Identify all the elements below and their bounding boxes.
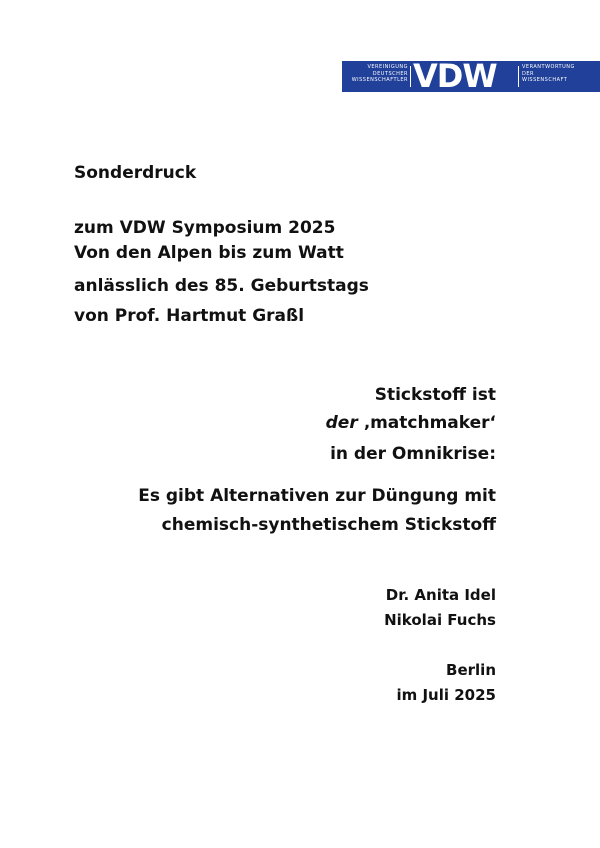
date: im Juli 2025 — [396, 686, 496, 704]
title-matchmaker: ‚matchmaker‘ — [357, 413, 496, 433]
subtitle-line-1: Es gibt Alternativen zur Düngung mit — [138, 486, 496, 506]
event-line-4: von Prof. Hartmut Graßl — [74, 306, 305, 326]
logo-left-text: VEREINIGUNG DEUTSCHER WISSENSCHAFTLER — [351, 64, 408, 83]
title-line-3: in der Omnikrise: — [330, 444, 496, 464]
title-italic-word: der — [325, 413, 358, 433]
author-2: Nikolai Fuchs — [384, 611, 496, 629]
sonderdruck-heading: Sonderdruck — [74, 163, 197, 183]
author-1: Dr. Anita Idel — [385, 586, 496, 604]
logo-vdw-letters: VDW — [413, 57, 497, 95]
subtitle-line-2: chemisch-synthetischem Stickstoff — [161, 515, 496, 535]
event-line-1: zum VDW Symposium 2025 — [74, 218, 336, 238]
logo-divider-left — [410, 66, 411, 87]
logo-right-text: VERANTWORTUNG DER WISSENSCHAFT — [522, 64, 575, 83]
event-line-2: Von den Alpen bis zum Watt — [74, 243, 344, 263]
title-line-1: Stickstoff ist — [374, 385, 496, 405]
title-line-2 — [326, 411, 496, 436]
event-line-3: anlässlich des 85. Geburtstags — [74, 276, 369, 296]
vdw-logo — [342, 57, 600, 95]
logo-divider-right — [518, 66, 519, 87]
city: Berlin — [446, 661, 496, 679]
